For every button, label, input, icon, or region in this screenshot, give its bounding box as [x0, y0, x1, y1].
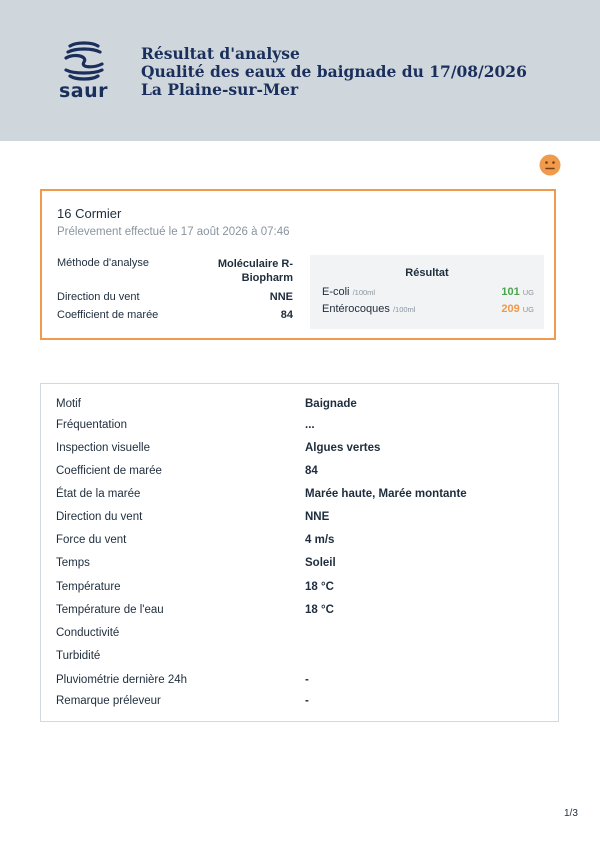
detail-label: Turbidité — [56, 650, 101, 662]
title-location: La Plaine-sur-Mer — [141, 80, 299, 99]
detail-label: Force du vent — [56, 534, 127, 546]
neutral-face-icon — [539, 154, 561, 176]
detail-label: Température — [56, 581, 121, 593]
detail-value: 84 — [305, 465, 318, 477]
site-name: 16 Cormier — [57, 206, 122, 221]
detail-value: ... — [305, 419, 315, 431]
result-label: E-coli — [322, 286, 350, 298]
detail-value: 4 m/s — [305, 534, 335, 546]
meta-value: NNE — [269, 291, 293, 303]
observation-details — [40, 383, 559, 722]
result-row — [322, 286, 534, 298]
detail-label: Fréquentation — [56, 419, 127, 431]
title-quality: Qualité des eaux de baignade du 17/08/2026 — [141, 62, 527, 81]
detail-label: État de la marée — [56, 488, 141, 500]
result-value-unit: UG — [522, 288, 534, 297]
brand-name: saur — [59, 80, 109, 102]
page-number: 1/3 — [564, 808, 578, 819]
detail-value: - — [305, 674, 309, 686]
meta-label: Direction du vent — [57, 291, 140, 303]
result-value — [501, 286, 534, 298]
detail-label: Coefficient de marée — [56, 465, 162, 477]
detail-label: Inspection visuelle — [56, 442, 150, 454]
report-title — [141, 45, 527, 99]
meta-value-line: Biopharm — [241, 272, 293, 284]
detail-value: Baignade — [305, 398, 357, 410]
detail-label: Pluviométrie dernière 24h — [56, 674, 188, 686]
result-number: 209 — [501, 303, 520, 315]
detail-label: Température de l'eau — [56, 604, 164, 616]
result-unit: /100ml — [392, 305, 416, 314]
meta-value: 84 — [280, 309, 293, 321]
detail-value: Marée haute, Marée montante — [305, 488, 467, 500]
detail-value: Algues vertes — [305, 442, 381, 454]
detail-label: Direction du vent — [56, 511, 143, 523]
meta-label: Méthode d'analyse — [57, 257, 149, 269]
detail-label: Motif — [56, 398, 81, 410]
meta-label: Coefficient de marée — [57, 309, 159, 321]
result-row — [322, 303, 534, 315]
detail-label: Temps — [56, 557, 90, 569]
meta-value — [218, 257, 293, 285]
result-unit: /100ml — [352, 288, 376, 297]
detail-value: - — [305, 695, 309, 707]
result-title: Résultat — [405, 267, 449, 279]
meta-value-line: Moléculaire R- — [217, 258, 293, 270]
sample-result-card — [40, 189, 556, 340]
result-box — [310, 255, 544, 329]
detail-value: 18 °C — [305, 604, 334, 616]
detail-value: 18 °C — [305, 581, 334, 593]
result-value — [501, 303, 534, 315]
title-result: Résultat d'analyse — [141, 44, 300, 63]
detail-label: Conductivité — [56, 627, 120, 639]
sample-date: Prélevement effectué le 17 août 2026 à 07:46 — [57, 226, 290, 238]
detail-value: NNE — [305, 511, 330, 523]
result-label: Entérocoques — [322, 303, 390, 315]
detail-value: Soleil — [305, 557, 336, 569]
detail-label: Remarque préleveur — [56, 695, 161, 707]
report-header — [0, 0, 600, 141]
result-number: 101 — [501, 286, 520, 298]
result-value-unit: UG — [522, 305, 534, 314]
